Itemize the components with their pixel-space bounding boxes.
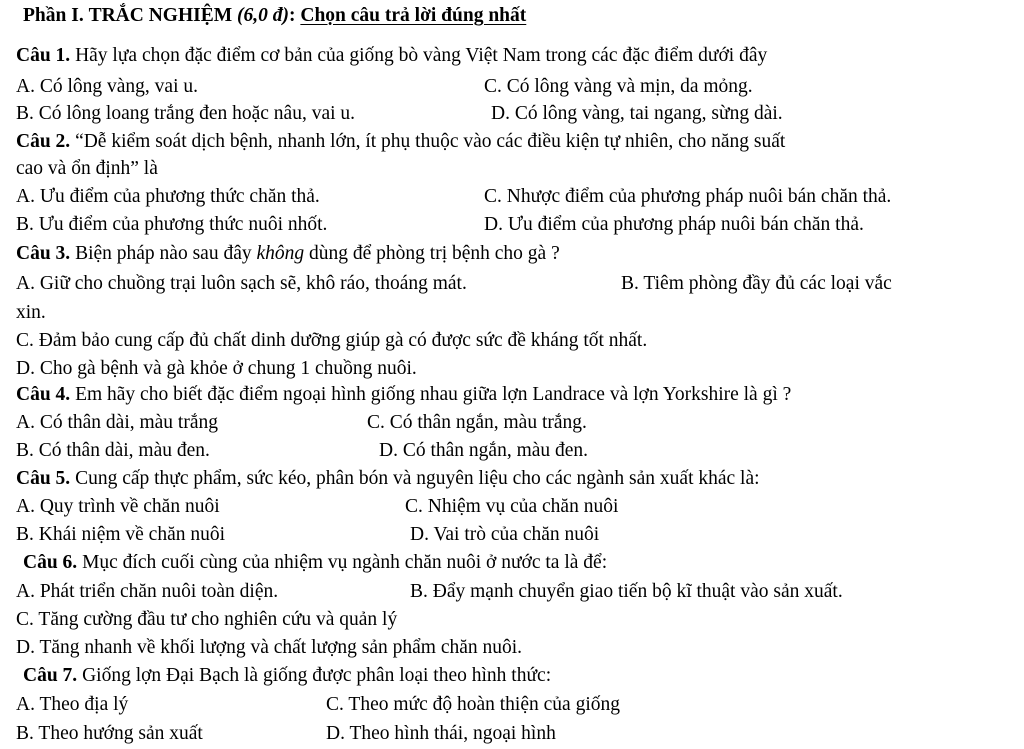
question-7-option-a[interactable]: A. Theo địa lý bbox=[16, 694, 129, 715]
score-label: (6,0 đ) bbox=[237, 5, 289, 26]
part-label: Phần I. bbox=[23, 5, 84, 26]
question-2-stem-cont: cao và ổn định” là bbox=[16, 158, 158, 179]
header-colon: : bbox=[289, 5, 296, 26]
question-4-option-c[interactable]: C. Có thân ngắn, màu trắng. bbox=[367, 412, 587, 433]
question-5-option-d[interactable]: D. Vai trò của chăn nuôi bbox=[410, 524, 600, 545]
question-6-stem bbox=[23, 553, 607, 573]
question-4-option-a[interactable]: A. Có thân dài, màu trắng bbox=[16, 412, 218, 433]
question-text: Em hãy cho biết đặc điểm ngoại hình giống nhau giữa lợn Landrace và lợn Yorkshire là gì ? bbox=[75, 384, 792, 405]
section-header bbox=[23, 6, 526, 26]
question-1-option-a[interactable]: A. Có lông vàng, vai u. bbox=[16, 76, 198, 97]
question-7-option-d[interactable]: D. Theo hình thái, ngoại hình bbox=[326, 723, 556, 744]
question-text: Giống lợn Đại Bạch là giống được phân loại theo hình thức: bbox=[82, 665, 552, 686]
question-label: Câu 7. bbox=[23, 665, 78, 686]
question-4-option-b[interactable]: B. Có thân dài, màu đen. bbox=[16, 440, 210, 461]
question-2-option-d[interactable]: D. Ưu điểm của phương pháp nuôi bán chăn thả. bbox=[484, 214, 864, 235]
question-3-option-b-cont[interactable]: xin. bbox=[16, 302, 46, 323]
question-5-option-c[interactable]: C. Nhiệm vụ của chăn nuôi bbox=[405, 496, 619, 517]
question-4-stem bbox=[16, 385, 791, 405]
question-7-option-c[interactable]: C. Theo mức độ hoàn thiện của giống bbox=[326, 694, 620, 715]
question-4-option-d[interactable]: D. Có thân ngắn, màu đen. bbox=[379, 440, 589, 461]
question-6-option-a[interactable]: A. Phát triển chăn nuôi toàn diện. bbox=[16, 581, 279, 602]
question-label: Câu 1. bbox=[16, 45, 71, 66]
question-text: Cung cấp thực phẩm, sức kéo, phân bón và nguyên liệu cho các ngành sản xuất khác là: bbox=[75, 468, 760, 489]
question-7-stem bbox=[23, 666, 551, 686]
question-label: Câu 2. bbox=[16, 131, 71, 152]
question-2-stem bbox=[16, 132, 785, 152]
question-text: “Dễ kiểm soát dịch bệnh, nhanh lớn, ít phụ thuộc vào các điều kiện tự nhiên, cho năng suất bbox=[75, 131, 786, 152]
question-3-option-a[interactable]: A. Giữ cho chuồng trại luôn sạch sẽ, khô ráo, thoáng mát. bbox=[16, 273, 467, 294]
question-1-option-d[interactable]: D. Có lông vàng, tai ngang, sừng dài. bbox=[491, 103, 783, 124]
question-label: Câu 4. bbox=[16, 384, 71, 405]
instruction-text: Chọn câu trả lời đúng nhất bbox=[300, 5, 527, 26]
question-text: Hãy lựa chọn đặc điểm cơ bản của giống bò vàng Việt Nam trong các đặc điểm dưới đây bbox=[75, 45, 768, 66]
question-7-option-b[interactable]: B. Theo hướng sản xuất bbox=[16, 723, 203, 744]
question-3-option-d[interactable]: D. Cho gà bệnh và gà khỏe ở chung 1 chuồng nuôi. bbox=[16, 358, 417, 379]
question-label: Câu 3. bbox=[16, 243, 71, 264]
question-5-option-a[interactable]: A. Quy trình về chăn nuôi bbox=[16, 496, 220, 517]
question-6-option-c[interactable]: C. Tăng cường đầu tư cho nghiên cứu và quản lý bbox=[16, 609, 398, 630]
question-3-stem bbox=[16, 244, 560, 264]
question-3-option-b[interactable]: B. Tiêm phòng đầy đủ các loại vắc bbox=[621, 273, 892, 294]
question-label: Câu 5. bbox=[16, 468, 71, 489]
question-3-option-c[interactable]: C. Đảm bảo cung cấp đủ chất dinh dưỡng giúp gà có được sức đề kháng tốt nhất. bbox=[16, 330, 648, 351]
question-1-option-c[interactable]: C. Có lông vàng và mịn, da mỏng. bbox=[484, 76, 753, 97]
question-emphasis: không bbox=[256, 243, 305, 264]
question-6-option-b[interactable]: B. Đẩy mạnh chuyển giao tiến bộ kĩ thuật vào sản xuất. bbox=[410, 581, 843, 602]
question-5-option-b[interactable]: B. Khái niệm về chăn nuôi bbox=[16, 524, 226, 545]
question-text: Biện pháp nào sau đây bbox=[75, 243, 252, 264]
question-2-option-c[interactable]: C. Nhược điểm của phương pháp nuôi bán chăn thả. bbox=[484, 186, 892, 207]
question-2-option-a[interactable]: A. Ưu điểm của phương thức chăn thả. bbox=[16, 186, 320, 207]
question-6-option-d[interactable]: D. Tăng nhanh về khối lượng và chất lượng sản phẩm chăn nuôi. bbox=[16, 637, 523, 658]
question-text: Mục đích cuối cùng của nhiệm vụ ngành chăn nuôi ở nước ta là để: bbox=[82, 552, 608, 573]
question-text-after: dùng để phòng trị bệnh cho gà ? bbox=[309, 243, 560, 264]
question-2-option-b[interactable]: B. Ưu điểm của phương thức nuôi nhốt. bbox=[16, 214, 328, 235]
section-title: TRẮC NGHIỆM bbox=[88, 5, 233, 26]
question-label: Câu 6. bbox=[23, 552, 78, 573]
question-1-option-b[interactable]: B. Có lông loang trắng đen hoặc nâu, vai u. bbox=[16, 103, 356, 124]
question-5-stem bbox=[16, 469, 760, 489]
question-1-stem bbox=[16, 46, 767, 66]
